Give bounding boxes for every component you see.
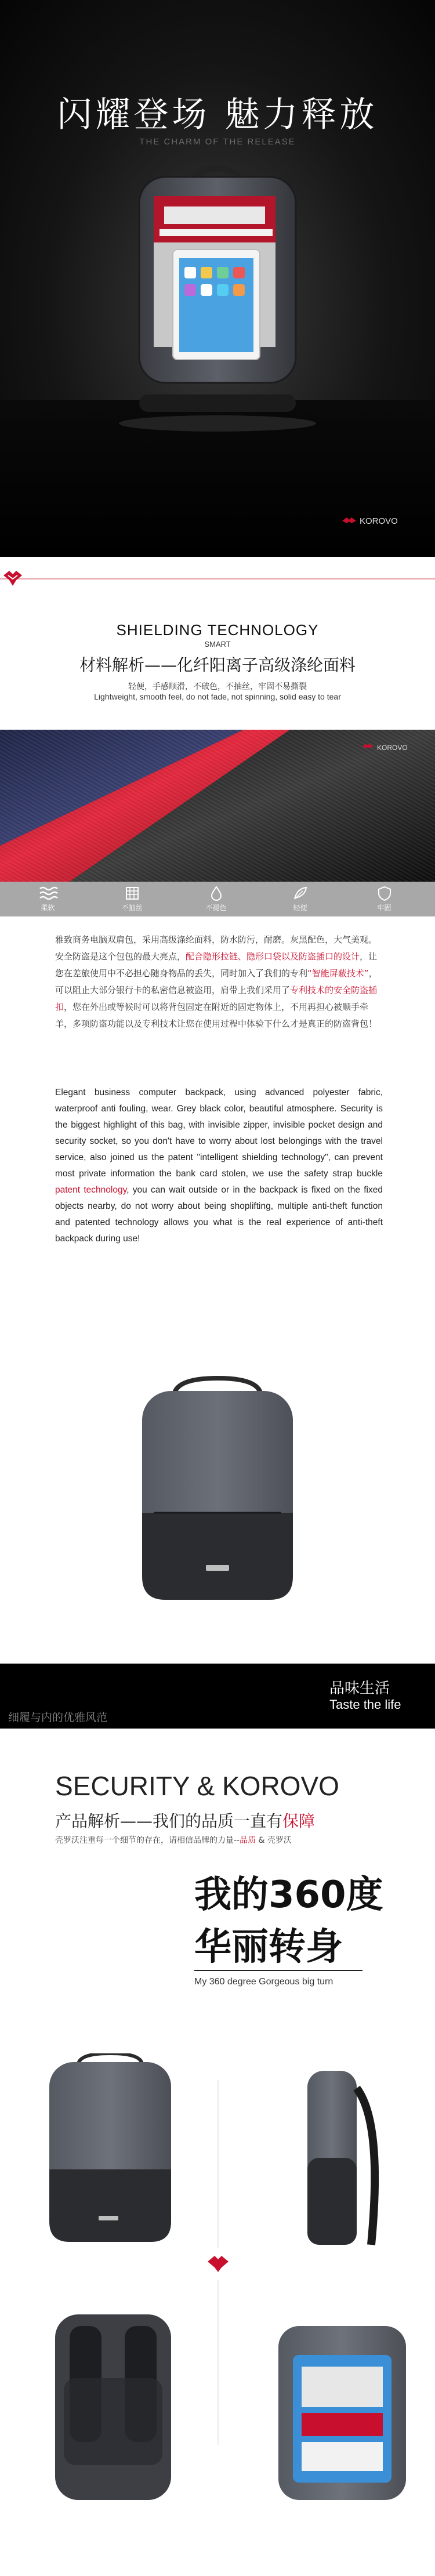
backpack-side-view: [307, 2071, 375, 2245]
fabric-brand: KOROVO: [377, 744, 408, 752]
material-title: 材料解析——化纤阳离子高级涤纶面料: [79, 655, 356, 675]
hero-subtitle: THE CHARM OF THE RELEASE: [139, 137, 296, 147]
description-cn: 雅致商务电脑双肩包，采用高级涤纶面料，防水防污，耐磨。灰黑配色，大气美观。安全防盗是这个包包的最大亮点，配合隐形拉链、隐形口袋以及防盗插口的设计，让您在差旅使用中不必担心随身物品的丢失，同时加入了我们的专利“智能屏蔽技术”，可以阻止大部分银行卡的私密信息被盗用，肩带上我们采用了专利技术的安全防盗插扣，您在外出或等候时可以将背包固定在附近的固定物体上，不用再担心被顺手牵羊，多项防盗功能以及专利技术让您在使用过程中体验下什么才是真正的防盗背包！: [55, 934, 378, 1029]
material-desc-en: Lightweight, smooth feel, do not fade, not spinning, solid easy to tear: [94, 692, 341, 701]
feature-soft: [12, 882, 84, 916]
section-title: SHIELDING TECHNOLOGY: [116, 621, 319, 639]
security-line: 壳罗沃注重每一个细节的存在，请相信品牌的力量--品质 & 壳罗沃: [55, 1836, 292, 1845]
feature-label: 不抽丝: [121, 904, 143, 912]
feature-icon-bar: [0, 882, 435, 916]
fabric-image: [0, 730, 435, 882]
description-section: [0, 927, 435, 1374]
hero-brand-logo: KOROVO: [360, 516, 398, 526]
fabric-photo: [0, 730, 435, 882]
hero-banner: [0, 0, 435, 557]
wave-icon: [38, 885, 59, 901]
security-section: [0, 1729, 435, 2001]
backpack-main-image: [0, 1374, 435, 1664]
brand-emblem-icon: [208, 2079, 229, 2445]
feature-label: 不褪色: [205, 904, 227, 912]
shield-icon: [374, 885, 395, 901]
feature-no-thread: [96, 882, 168, 916]
feature-light: [264, 882, 336, 916]
hero-title: 闪耀登场 魅力释放: [57, 95, 378, 135]
security-title: SECURITY & KOROVO: [55, 1771, 339, 1801]
turn-heading-2: 华丽转身: [194, 1926, 343, 1969]
feather-icon: [290, 885, 311, 901]
turn-heading-1: 我的360度: [194, 1874, 383, 1916]
feature-strong: [348, 882, 420, 916]
backpack-open-view: [278, 2326, 406, 2500]
taste-banner: [0, 1664, 435, 1729]
backpack-360-gallery: [0, 2053, 435, 2575]
thread-icon: [122, 885, 143, 901]
feature-no-fade: [180, 882, 252, 916]
feature-label: 牢固: [377, 904, 392, 912]
feature-label: 柔软: [41, 904, 55, 912]
turn-caption: My 360 degree Gorgeous big turn: [194, 1977, 334, 1987]
description-en: Elegant business computer backpack, using advanced polyester fabric, waterproof anti fouling, wear. Grey black color, beautiful atmosphere. Security is the biggest highlight of this bag, with invisible zipper, invisible pocket design and security socket, so you don't have to worry about lost belongings with the travel service, also joined us the patent "intelligent shielding technology", can prevent most private information the bank card stolen, we use the safety strap buckle patent technology, you can wait outside or in the backpack is fixed on the fixed objects nearby, do not worry about being shoplifting, multiple anti-theft function and patented technology allows you what is the real experience of anti-theft backpack during use!: [55, 1088, 383, 1244]
security-subtitle: 产品解析——我们的品质一直有保障: [55, 1811, 316, 1831]
backpack-front-view: [49, 2053, 171, 2242]
feature-label: 轻便: [293, 904, 307, 912]
taste-slogan: 细履与内的优雅风范: [8, 1711, 108, 1724]
taste-title-cn: 品味生活: [329, 1680, 390, 1697]
backpack-back-view: [55, 2314, 171, 2500]
section-subtitle: SMART: [204, 640, 231, 648]
divider-line: [194, 1970, 362, 1971]
taste-title-en: Taste the life: [329, 1697, 401, 1712]
shielding-section: [0, 557, 435, 731]
hero-product-image: [0, 0, 435, 557]
material-desc-cn: 轻便，手感顺滑，不破色，不抽丝，牢固不易撕裂: [128, 682, 307, 691]
drop-icon: [206, 885, 227, 901]
